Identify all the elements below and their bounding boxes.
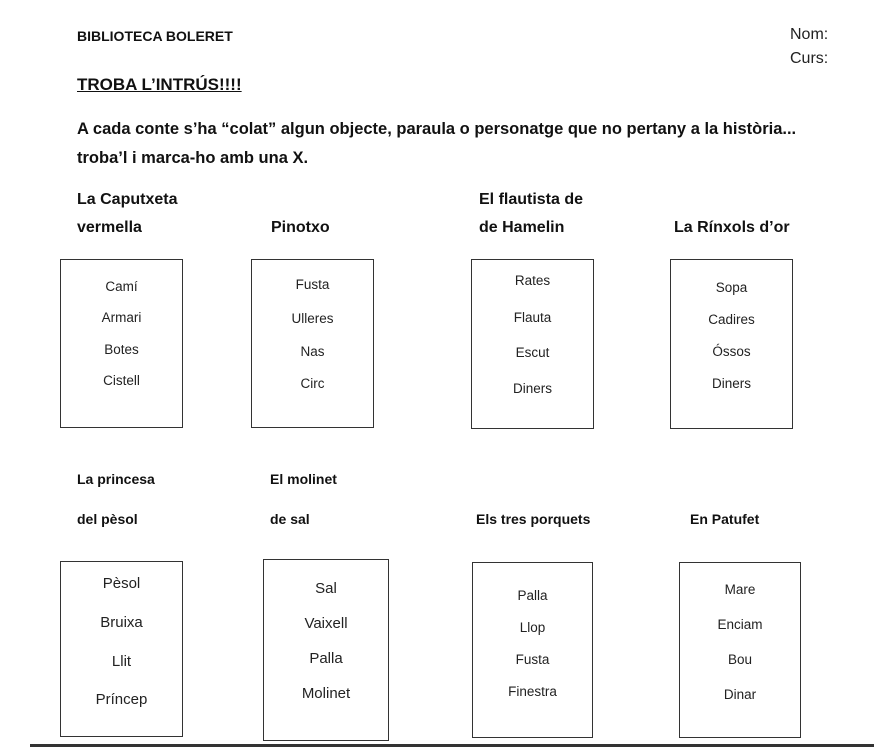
story-title: La Rínxols d’or (674, 219, 790, 236)
word[interactable]: Cadires (708, 312, 755, 327)
word-box (60, 561, 183, 737)
story-title: del pèsol (77, 511, 138, 527)
word[interactable]: Pèsol (102, 575, 141, 592)
word[interactable]: Rates (514, 273, 551, 288)
word[interactable]: Finestra (508, 684, 557, 699)
word[interactable]: Llop (519, 620, 546, 635)
word[interactable]: Circ (300, 376, 325, 391)
story-title: En Patufet (690, 511, 760, 527)
word[interactable]: Sopa (715, 280, 748, 295)
story-title: El molinet (270, 471, 337, 487)
word[interactable]: Nas (300, 344, 325, 359)
word[interactable]: Mare (724, 582, 756, 597)
word[interactable]: Cistell (103, 373, 140, 388)
word[interactable]: Flauta (513, 310, 552, 325)
story-title: de sal (270, 511, 310, 527)
story-title: vermella (77, 219, 142, 236)
word[interactable]: Príncep (95, 691, 148, 708)
story-title: La princesa (77, 471, 155, 487)
word[interactable]: Óssos (712, 344, 751, 359)
word[interactable]: Fusta (515, 652, 550, 667)
story-title: La Caputxeta (77, 191, 178, 208)
word-box (263, 559, 389, 741)
story-title: Pinotxo (271, 219, 330, 236)
word[interactable]: Armari (101, 310, 142, 325)
word[interactable]: Bou (727, 652, 753, 667)
course-label: Curs: (790, 50, 829, 67)
word[interactable]: Fusta (295, 277, 330, 292)
instructions (77, 115, 796, 173)
name-label: Nom: (790, 26, 829, 43)
word[interactable]: Molinet (301, 685, 351, 702)
word[interactable]: Diners (711, 376, 751, 391)
word[interactable]: Palla (517, 588, 548, 603)
word-box (472, 562, 593, 738)
word-box (60, 259, 183, 428)
word-box (471, 259, 594, 429)
word[interactable]: Dinar (723, 687, 757, 702)
word-box (670, 259, 793, 429)
word[interactable]: Vaixell (304, 615, 348, 632)
page-bottom-border (30, 744, 874, 747)
word[interactable]: Sal (315, 580, 337, 597)
word[interactable]: Palla (309, 650, 343, 667)
page-title: TROBA L’INTRÚS!!!! (77, 75, 242, 94)
word-box (251, 259, 374, 428)
word[interactable]: Llit (111, 653, 132, 670)
word[interactable]: Ulleres (291, 311, 334, 326)
story-title: Els tres porquets (476, 511, 591, 527)
word[interactable]: Botes (104, 342, 139, 357)
story-title: El flautista de (479, 191, 584, 208)
instruction-line: A cada conte s’ha “colat” algun objecte, paraula o personatge que no pertany a la història... (77, 120, 797, 138)
word-box (679, 562, 801, 738)
word[interactable]: Enciam (717, 617, 763, 632)
word[interactable]: Camí (105, 279, 138, 294)
word[interactable]: Escut (515, 345, 550, 360)
library-name: BIBLIOTECA BOLERET (77, 28, 233, 44)
word[interactable]: Diners (512, 381, 552, 396)
word[interactable]: Bruixa (100, 614, 143, 631)
story-title: de Hamelin (479, 219, 565, 236)
instruction-line: troba’l i marca-ho amb una X. (77, 149, 309, 167)
